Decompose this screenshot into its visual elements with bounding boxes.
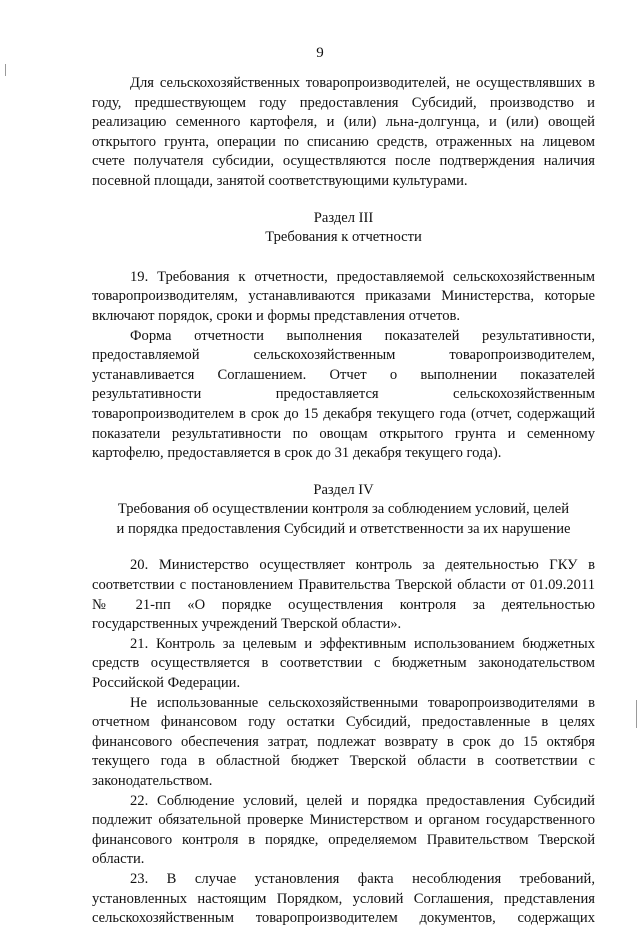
section-3-title: Требования к отчетности bbox=[265, 229, 422, 246]
paragraph-21: 21. Контроль за целевым и эффективным использованием бюджетных средств осуществляется в соответствии с бюджетным законодательством Российской Федерации. bbox=[92, 635, 595, 692]
section-4-title-line-2: и порядка предоставления Субсидий и ответственности за их нарушение bbox=[116, 520, 571, 537]
section-4-title-line-1: Требования об осуществлении контроля за соблюдением условий, целей bbox=[117, 501, 570, 518]
section-4-label: Раздел IV bbox=[313, 481, 374, 498]
paragraph-no-prior-production: Для сельскохозяйственных товаропроизводителей, не осуществлявших в году, предшествующем году предоставления Субсидий, производство и реализацию семенного картофеля, и (или) льна-долгунца, и (или) овощей открытого грунта, операции по списанию средств, отраженных на лицевом счете получателя субсидии, осуществляются после подтверждения наличия посевной площади, занятой соответствующими культурами. bbox=[92, 75, 595, 189]
scan-edge-mark-right bbox=[636, 700, 637, 728]
paragraph-19: 19. Требования к отчетности, предоставляемой сельскохозяйственным товаропроизводителям, устанавливаются приказами Министерства, которые включают порядок, сроки и формы представления отчетов. bbox=[92, 268, 595, 324]
document-body bbox=[92, 74, 595, 929]
paragraph-unused-subsidies: Не использованные сельскохозяйственными товаропроизводителями в отчетном финансовом году остатки Субсидий, предоставленные в целях финансового обеспечения затрат, подлежат возврату в срок до 15 октября текущего года в областной бюджет Тверской области в соответствии с законодательством. bbox=[92, 694, 595, 789]
paragraph-20: 20. Министерство осуществляет контроль за деятельностью ГКУ в соответствии с постановлением Правительства Тверской области от 01.09.2011 № 21-пп «О порядке осуществления контроля за деятельностью государственных учреждений Тверской области». bbox=[92, 557, 595, 633]
paragraph-22: 22. Соблюдение условий, целей и порядка предоставления Субсидий подлежит обязательной проверке Министерством и органом государственного финансового контроля в порядке, определяемом Правительством Тверской области. bbox=[92, 792, 595, 868]
paragraph-report-form: Форма отчетности выполнения показателей результативности, предоставляемой сельскохозяйственным товаропроизводителем, устанавливается Соглашением. Отчет о выполнении показателей результативности предоставляется сельскохозяйственным товаропроизводителем в срок до 15 декабря текущего года (отчет, содержащий показатели результативности по овощам открытого грунта и семенному картофелю, предоставляется в срок до 31 декабря текущего года). bbox=[92, 327, 595, 462]
paragraph-23: 23. В случае установления факта несоблюдения требований, установленных настоящим Порядком, условий Соглашения, представления сельскохозяйственным товаропроизводителем документов, содержащих bbox=[92, 870, 595, 927]
section-3-label: Раздел III bbox=[313, 209, 374, 226]
scan-edge-mark-left bbox=[5, 64, 6, 76]
page-number: 9 bbox=[316, 45, 324, 61]
